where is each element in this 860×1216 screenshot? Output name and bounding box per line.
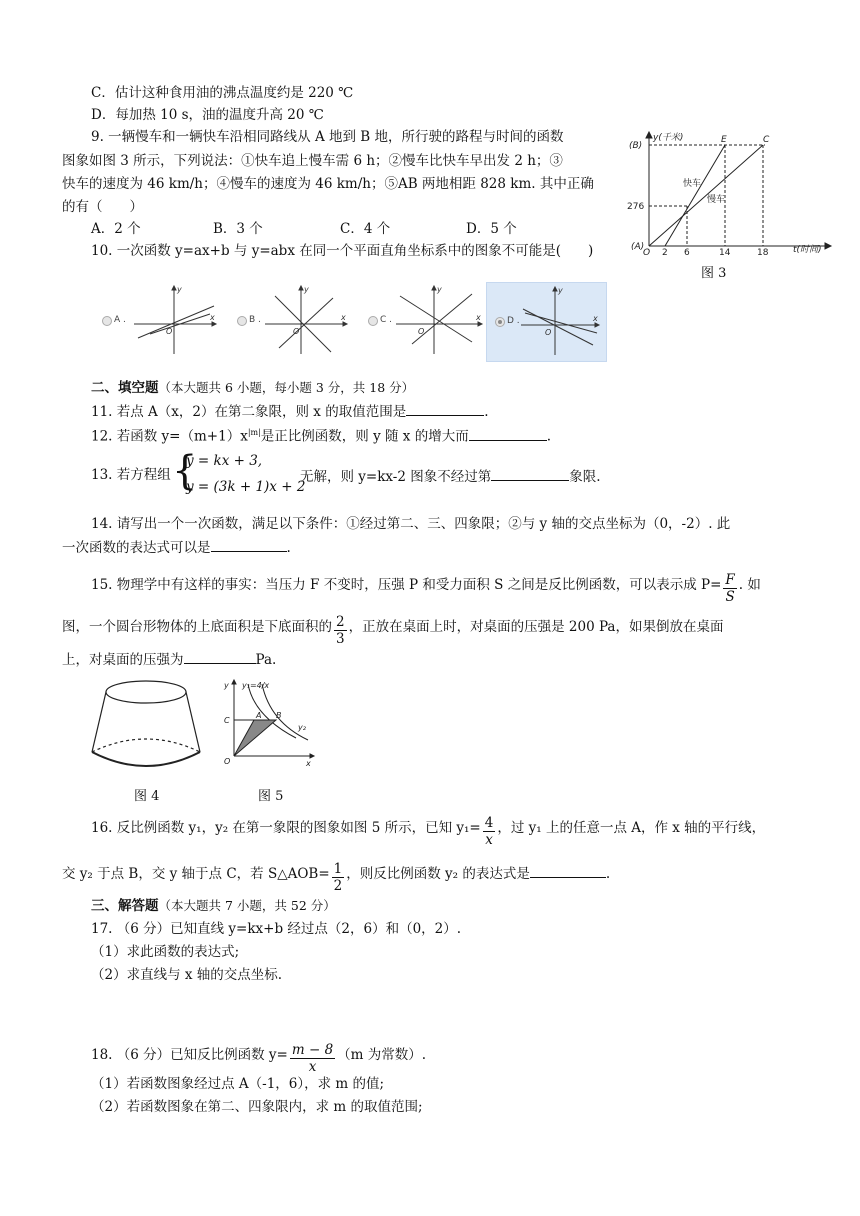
fig3-x-label: t(时间) xyxy=(793,245,822,255)
q13-brace: { xyxy=(172,448,198,494)
q14-end: . xyxy=(286,540,291,556)
q13-pre: 13. 若方程组 xyxy=(91,467,171,483)
fig5-label-y: y xyxy=(224,681,229,690)
slow-car-line xyxy=(649,145,763,246)
figure-5-caption: 图 5 xyxy=(258,789,284,804)
svg-text:O: O xyxy=(293,327,300,336)
q12-end: . xyxy=(546,428,551,445)
q15-line3 xyxy=(62,649,276,669)
svg-text:y: y xyxy=(304,285,309,294)
fig3-point-c: C xyxy=(763,135,770,145)
q15-line1 xyxy=(91,572,761,605)
section-2-note: （本大题共 6 小题，每小题 3 分，共 18 分） xyxy=(158,380,415,395)
q16-frac2-n: 1 xyxy=(333,861,343,877)
q15-frac-23 xyxy=(334,614,347,647)
q12-blank[interactable] xyxy=(469,426,547,441)
fig3-slow-label: 慢车 xyxy=(707,195,726,205)
q18-post: （m 为常数）. xyxy=(337,1047,427,1063)
q11-text: 11. 若点 A（x，2）在第二象限，则 x 的取值范围是 xyxy=(91,404,407,420)
q15-blank[interactable] xyxy=(184,649,256,664)
svg-text:x: x xyxy=(341,313,346,322)
fig5-label-a: A xyxy=(256,711,262,720)
q10-text: 10. 一次函数 y=ax+b 与 y=abx 在同一个平面直角坐标系中的图象不可能是( ) xyxy=(91,243,594,259)
q13-blank[interactable] xyxy=(491,466,569,481)
q16-frac-half xyxy=(332,861,345,894)
q16-line2-pre: 交 y₂ 于点 B，交 y 轴于点 C，若 S△AOB= xyxy=(62,866,330,882)
fig3-fast-label: 快车 xyxy=(683,179,702,189)
q12 xyxy=(91,424,551,446)
svg-text:x: x xyxy=(593,314,598,323)
fig3-tick-18: 18 xyxy=(757,248,769,258)
q16-line2-post: ，则反比例函数 y₂ 的表达式是 xyxy=(346,866,530,882)
fig5-label-c: C xyxy=(224,716,230,725)
fig3-point-e: E xyxy=(721,135,727,145)
q15-frac2-n: 2 xyxy=(336,614,345,630)
q10-option-c[interactable] xyxy=(358,282,488,358)
svg-text:O: O xyxy=(166,327,173,336)
q10-graph-d xyxy=(517,283,603,359)
q9-line1: 9. 一辆慢车和一辆快车沿相同路线从 A 地到 B 地，所行驶的路程与时间的函数 xyxy=(91,129,564,145)
q10-label-c: C . xyxy=(380,315,393,325)
q15-frac-d: S xyxy=(725,589,735,605)
q16-line1-post: ，过 y₁ 上的任意一点 A，作 x 轴的平行线， xyxy=(497,820,766,836)
q10-graph-b xyxy=(261,282,351,358)
q16-frac2-d: 2 xyxy=(333,878,343,894)
q16-frac-n: 4 xyxy=(484,815,494,831)
fig5-label-o: O xyxy=(224,757,231,766)
q9-option-b: B．3 个 xyxy=(213,221,263,237)
q15-line3-pre: 上，对桌面的压强为 xyxy=(62,652,184,668)
q11-blank[interactable] xyxy=(406,401,484,416)
q15-line3-end: Pa. xyxy=(255,652,277,668)
q16-line2 xyxy=(62,861,610,894)
q10-radio-a[interactable] xyxy=(102,316,112,326)
q10-option-a[interactable] xyxy=(92,282,222,358)
q10-radio-d[interactable] xyxy=(495,317,505,327)
q16-blank[interactable] xyxy=(530,863,606,878)
section-3-note: （本大题共 7 小题，共 52 分） xyxy=(158,898,336,913)
q14-line1: 14. 请写出一个一次函数，满足以下条件：①经过第二、三、四象限；②与 y 轴的交点坐标为（0，-2）. 此 xyxy=(91,516,731,532)
q12-sup: |m| xyxy=(247,428,261,437)
q16-frac-d: x xyxy=(485,832,493,848)
section-3-heading xyxy=(91,897,336,915)
q17-sub1: （1）求此函数的表达式; xyxy=(91,944,240,960)
q11 xyxy=(91,401,489,421)
q10-label-a: A . xyxy=(114,315,126,325)
q14-line2-text: 一次函数的表达式可以是 xyxy=(62,540,211,556)
q15-frac-fs xyxy=(723,572,736,605)
q12-pre: 12. 若函数 y=（m+1）x xyxy=(91,428,248,445)
q9-line2: 图象如图 3 所示，下列说法：①快车追上慢车需 6 h；②慢车比快车早出发 2 h；③ xyxy=(62,153,563,169)
svg-text:y: y xyxy=(437,285,442,294)
q18-line1 xyxy=(91,1042,426,1075)
q16-end: . xyxy=(605,866,611,882)
q10-graph-c xyxy=(392,282,488,358)
q10-option-d[interactable] xyxy=(486,282,607,362)
q10-label-b: B . xyxy=(249,315,261,325)
q18-sub2: （2）若函数图象在第二、四象限内，求 m 的取值范围; xyxy=(91,1099,423,1115)
q14-line2 xyxy=(62,537,291,557)
q9-option-d: D．5 个 xyxy=(466,221,517,237)
q13-post: 无解，则 y=kx-2 图象不经过第 xyxy=(300,469,492,485)
fig5-label-x: x xyxy=(306,759,311,768)
fig3-tick-2: 2 xyxy=(662,248,668,258)
svg-text:y: y xyxy=(558,286,563,295)
q15-frac2-d: 3 xyxy=(336,631,345,647)
figure-4-frustum xyxy=(88,676,208,776)
q15-line2-post: ，正放在桌面上时，对桌面的压强是 200 Pa，如果倒放在桌面 xyxy=(348,619,724,635)
q18-frac-d: x xyxy=(308,1059,317,1075)
figure-5-graph xyxy=(218,676,318,776)
q17-line1: 17. （6 分）已知直线 y=kx+b 经过点（2，6）和（0，2）. xyxy=(91,921,462,937)
fig5-label-y2: y₂ xyxy=(298,723,306,732)
q9-line3: 快车的速度为 46 km/h；④慢车的速度为 46 km/h；⑤AB 两地相距 828 km. 其中正确 xyxy=(62,176,594,192)
q15-frac-n: F xyxy=(725,572,735,588)
q8-option-c: C．估计这种食用油的沸点温度约是 220 ℃ xyxy=(91,85,354,101)
q18-frac xyxy=(290,1042,335,1075)
svg-text:x: x xyxy=(476,313,481,322)
fig3-tick-276: 276 xyxy=(627,202,645,212)
section-3-title: 三、解答题 xyxy=(91,898,159,914)
fig5-label-y1: y₁=4/x xyxy=(242,681,270,690)
fig5-label-b: B xyxy=(276,711,282,720)
q10-option-b[interactable] xyxy=(227,282,357,358)
svg-text:x: x xyxy=(210,313,215,322)
q11-end: . xyxy=(484,404,489,420)
q10-label-d: D . xyxy=(507,316,520,326)
q12-post: 是正比例函数，则 y 随 x 的增大而 xyxy=(260,428,469,445)
q9-option-a: A．2 个 xyxy=(91,221,141,237)
fig3-tick-b: (B) xyxy=(629,141,643,151)
svg-text:y: y xyxy=(177,285,182,294)
q9-line4: 的有（ ） xyxy=(62,199,143,215)
figure-3-graph xyxy=(625,128,845,258)
q18-frac-n: m − 8 xyxy=(291,1042,334,1058)
fig3-tick-6: 6 xyxy=(684,248,690,258)
q18-sub1: （1）若函数图象经过点 A（-1，6），求 m 的值; xyxy=(91,1076,385,1092)
q8-option-d: D．每加热 10 s，油的温度升高 20 ℃ xyxy=(91,107,324,123)
q13-end: 象限. xyxy=(569,469,601,485)
svg-text:O: O xyxy=(418,327,425,336)
figure-3-caption: 图 3 xyxy=(701,266,727,281)
q15-line2 xyxy=(62,614,723,647)
fig3-y-label: y(千米) xyxy=(653,133,684,143)
q17-sub2: （2）求直线与 x 轴的交点坐标. xyxy=(91,967,283,983)
q10-radio-b[interactable] xyxy=(237,316,247,326)
q15-line2-pre: 图，一个圆台形物体的上底面积是下底面积的 xyxy=(62,619,332,635)
q10-radio-c[interactable] xyxy=(368,316,378,326)
fig3-tick-a: (A) xyxy=(631,242,645,252)
q13-rest xyxy=(300,466,601,486)
section-2-title: 二、填空题 xyxy=(91,380,159,396)
section-2-heading xyxy=(91,379,414,397)
q9-option-c: C．4 个 xyxy=(340,221,391,237)
fig3-tick-o: O xyxy=(643,248,651,258)
svg-text:O: O xyxy=(545,328,552,337)
fig3-tick-14: 14 xyxy=(719,248,731,258)
q10-graph-a xyxy=(130,282,220,358)
q15-line1-end: . 如 xyxy=(738,577,761,593)
q14-blank[interactable] xyxy=(211,537,287,552)
q16-line1-pre: 16. 反比例函数 y₁，y₂ 在第一象限的图象如图 5 所示，已知 y₁= xyxy=(91,820,481,836)
q15-line1-pre: 15. 物理学中有这样的事实：当压力 F 不变时，压强 P 和受力面积 S 之间是反比例函数，可以表示成 P= xyxy=(91,577,722,593)
q16-line1 xyxy=(91,815,765,848)
q13-eq1: y = kx + 3, xyxy=(186,453,263,469)
q18-pre: 18. （6 分）已知反比例函数 y= xyxy=(91,1047,288,1063)
q13-eq2: y = (3k + 1)x + 2 xyxy=(186,479,306,495)
figure-4-caption: 图 4 xyxy=(134,789,160,804)
q16-frac-4x xyxy=(483,815,496,848)
